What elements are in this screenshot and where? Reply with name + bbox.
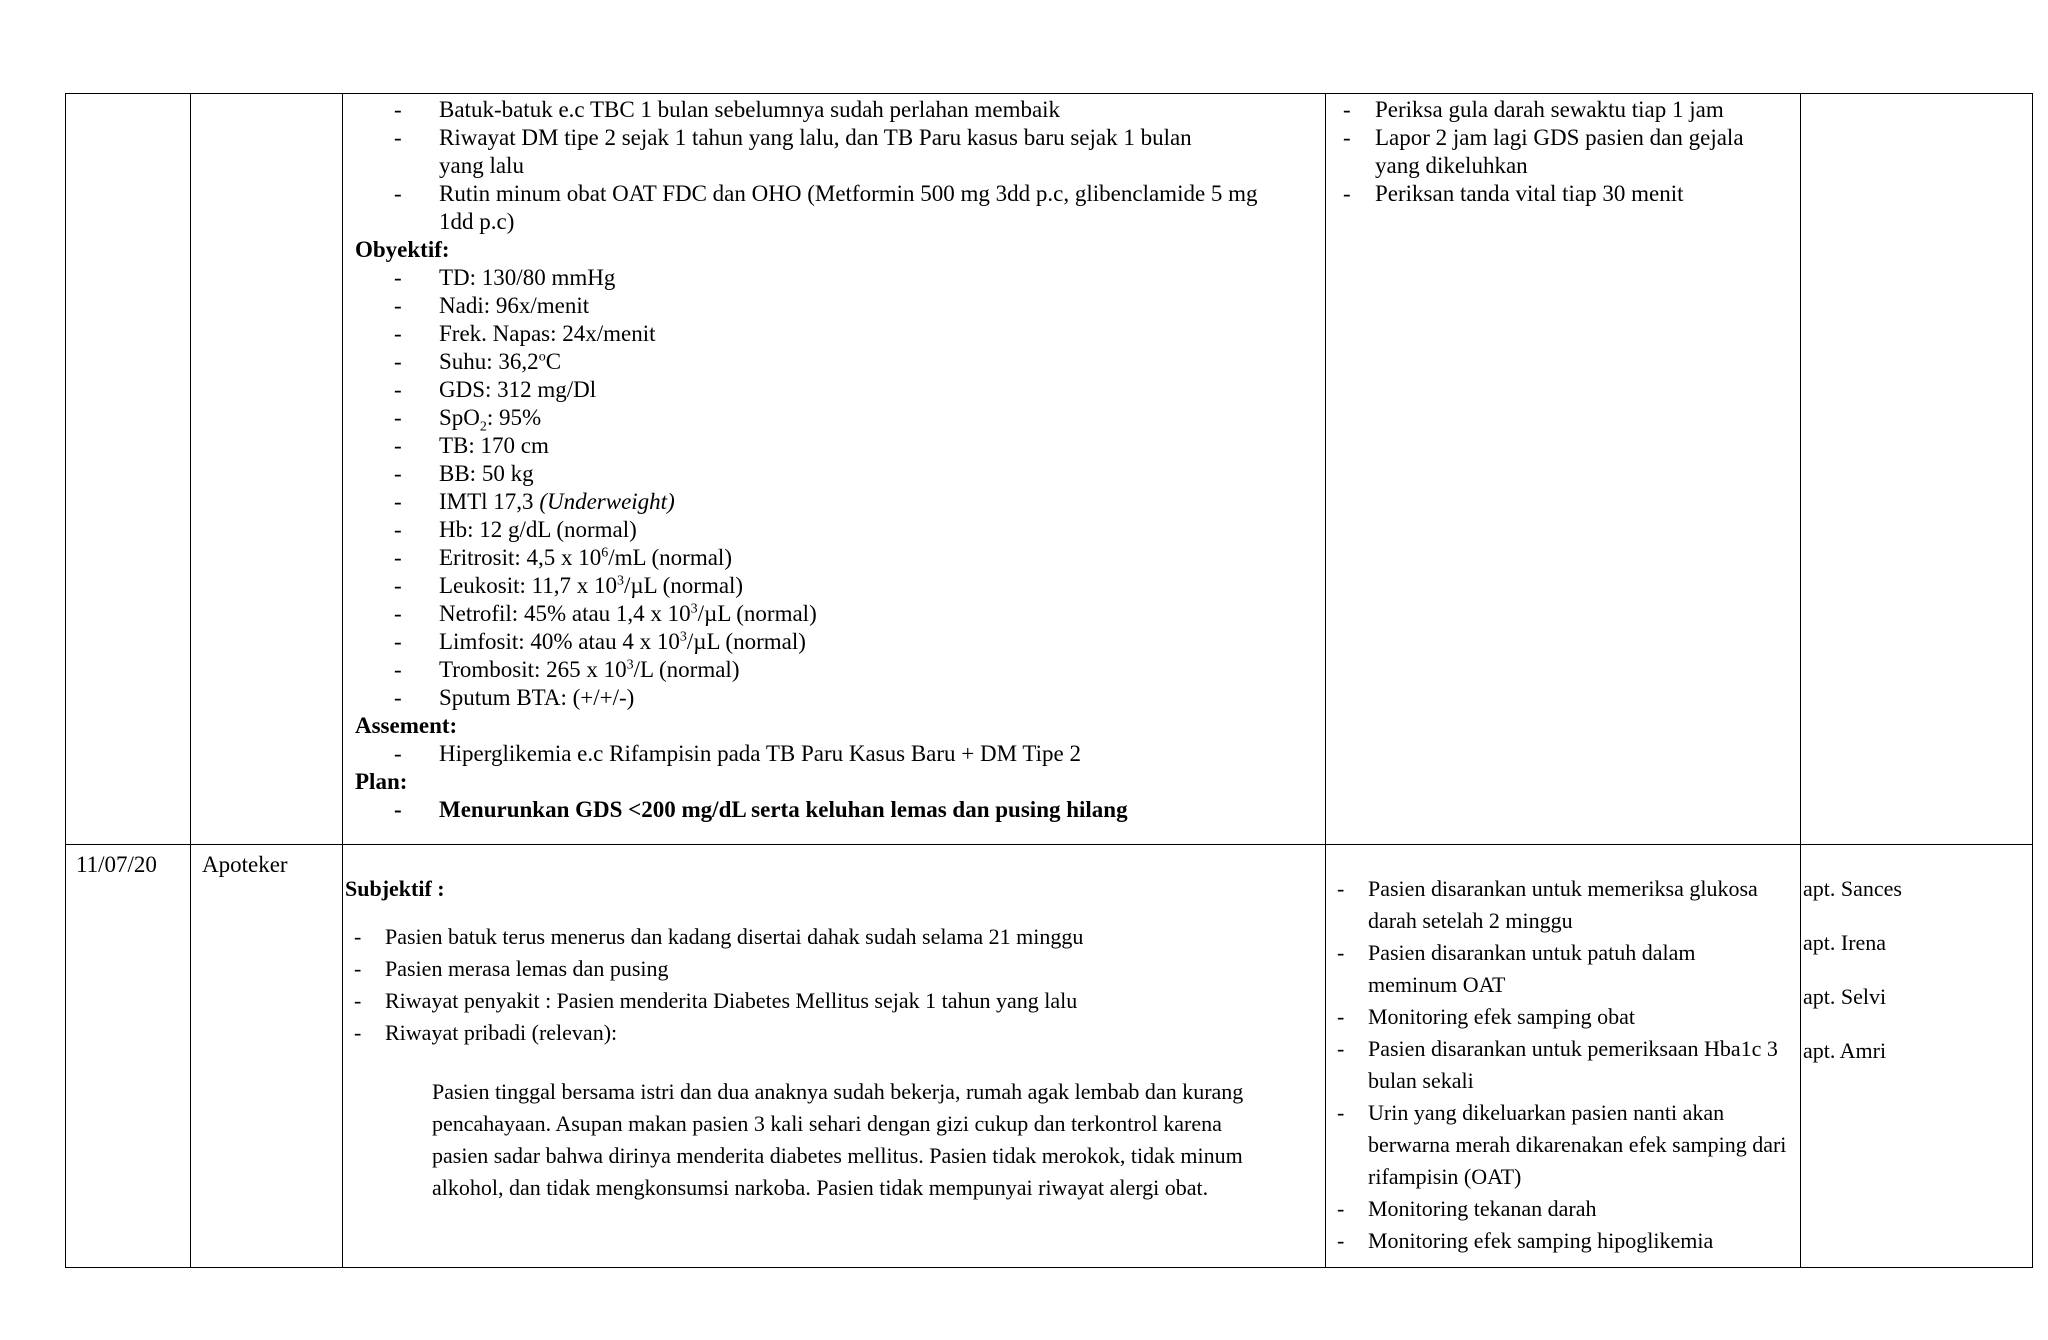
list-item-text: BB: 50 kg [439, 461, 534, 486]
dash: - [1337, 1228, 1345, 1253]
list-item [343, 516, 1325, 544]
list-item-text: Periksan tanda vital tiap 30 menit [1375, 181, 1684, 206]
list-item-text: Urin yang dikeluarkan pasien nanti akan berwarna merah dikarenakan efek samping dari rifampisin (OAT) [1368, 1100, 1787, 1189]
dash: - [1337, 1004, 1345, 1029]
list-item-text: Suhu: 36,2 [439, 349, 539, 374]
list-item [343, 628, 1325, 656]
list-item-text: Nadi: 96x/menit [439, 293, 590, 318]
list-item [1326, 937, 1788, 1001]
list-item-text: C [545, 349, 562, 374]
subscript: 2 [479, 419, 487, 435]
dash: - [394, 433, 402, 458]
list-item-text: Menurunkan GDS <200 mg/dL serta keluhan lemas dan pusing hilang [439, 797, 1128, 822]
list-item-text: Riwayat DM tipe 2 sejak 1 tahun yang lalu, dan TB Paru kasus baru sejak 1 bulan yang lalu [439, 125, 1192, 178]
dash: - [394, 629, 402, 654]
list-item-text: Trombosit: 265 x 10 [439, 657, 627, 682]
soap-table [65, 93, 2033, 1268]
list-item-text: Monitoring tekanan darah [1368, 1196, 1597, 1221]
list-item-text: Hiperglikemia e.c Rifampisin pada TB Paru Kasus Baru + DM Tipe 2 [439, 741, 1082, 766]
list-item [343, 404, 1325, 435]
list-item-text: Limfosit: 40% atau 4 x 10 [439, 629, 680, 654]
list-item-text: /µL (normal) [697, 601, 817, 626]
list-item [343, 656, 1325, 684]
dash: - [354, 924, 362, 949]
dash: - [394, 97, 402, 122]
list-item [343, 544, 1325, 572]
dash: - [394, 601, 402, 626]
dash: - [354, 956, 362, 981]
objective-heading: Obyektif: [355, 237, 450, 262]
dash: - [394, 321, 402, 346]
pharmacist-name: apt. Sances [1803, 876, 1902, 901]
dash: - [394, 685, 402, 710]
dash: - [394, 573, 402, 598]
list-item-text: Leukosit: 11,7 x 10 [439, 573, 618, 598]
dash: - [1337, 1100, 1345, 1125]
dash: - [394, 797, 402, 822]
list-item-text: Hb: 12 g/dL (normal) [439, 517, 637, 542]
list-item [343, 96, 1325, 124]
superscript: 3 [626, 657, 634, 673]
list-item-text: : 95% [486, 405, 542, 430]
list-item-text: Pasien merasa lemas dan pusing [385, 956, 669, 981]
list-item [343, 376, 1325, 404]
list-item-text: /µL (normal) [624, 573, 744, 598]
list-item-text: Lapor 2 jam lagi GDS pasien dan gejala yang dikeluhkan [1375, 125, 1744, 178]
assesment-heading: Assement: [355, 713, 458, 738]
list-item-text: Monitoring efek samping obat [1368, 1004, 1636, 1029]
dash: - [394, 293, 402, 318]
list-item-text: Periksa gula darah sewaktu tiap 1 jam [1375, 97, 1724, 122]
date-text: 11/07/20 [76, 852, 157, 877]
list-item [343, 348, 1325, 376]
list-item [343, 953, 1325, 985]
role-cell [191, 94, 343, 845]
list-item [343, 320, 1325, 348]
dash: - [394, 741, 402, 766]
list-item [1326, 124, 1785, 180]
dash: - [1343, 125, 1351, 150]
list-item [343, 460, 1325, 488]
soap-cell [343, 845, 1326, 1268]
dash: - [1337, 876, 1345, 901]
pharmacist-name: apt. Amri [1803, 1038, 1887, 1063]
signature-cell [1801, 845, 2033, 1268]
list-item-text: /L (normal) [633, 657, 740, 682]
plan-heading: Plan: [355, 769, 408, 794]
list-item-text: TB: 170 cm [439, 433, 549, 458]
list-item [343, 796, 1325, 824]
dash: - [1343, 97, 1351, 122]
dash: - [394, 657, 402, 682]
list-item-italic: (Underweight) [539, 489, 675, 514]
list-item-text: Riwayat penyakit : Pasien menderita Diabetes Mellitus sejak 1 tahun yang lalu [385, 988, 1078, 1013]
list-item-text: Netrofil: 45% atau 1,4 x 10 [439, 601, 691, 626]
dash: - [394, 125, 402, 150]
dash: - [394, 377, 402, 402]
dash: - [1337, 1196, 1345, 1221]
list-item [1326, 1097, 1788, 1193]
list-item-text: GDS: 312 mg/Dl [439, 377, 597, 402]
dash: - [354, 1020, 362, 1045]
list-item [1326, 1225, 1788, 1257]
list-item [343, 292, 1325, 320]
dash: - [1337, 940, 1345, 965]
dash: - [1337, 1036, 1345, 1061]
list-item [343, 432, 1325, 460]
dash: - [394, 545, 402, 570]
list-item [1326, 180, 1785, 208]
superscript: 3 [679, 629, 687, 645]
list-item [1326, 96, 1785, 124]
signature-cell [1801, 94, 2033, 845]
list-item [343, 684, 1325, 712]
list-item [343, 124, 1239, 180]
list-item-text: SpO [439, 405, 480, 430]
pharmacist-name: apt. Selvi [1803, 984, 1887, 1009]
list-item-text: Riwayat pribadi (relevan): [385, 1020, 618, 1045]
list-item [1326, 1001, 1788, 1033]
list-item-text: Pasien batuk terus menerus dan kadang disertai dahak sudah selama 21 minggu [385, 924, 1084, 949]
pharmacist-name: apt. Irena [1803, 930, 1887, 955]
list-item-text: Rutin minum obat OAT FDC dan OHO (Metformin 500 mg 3dd p.c, glibenclamide 5 mg 1dd p.c) [439, 181, 1258, 234]
list-item [343, 600, 1325, 628]
dash: - [394, 181, 402, 206]
list-item [343, 985, 1325, 1017]
list-item [343, 740, 1325, 768]
objective-list [343, 264, 1325, 712]
list-item [343, 488, 1325, 516]
list-item [1326, 1033, 1788, 1097]
list-item [343, 264, 1325, 292]
list-item [1326, 1193, 1788, 1225]
superscript: 6 [601, 545, 609, 561]
dash: - [394, 405, 402, 430]
list-item-text: Pasien disarankan untuk memeriksa glukosa darah setelah 2 minggu [1368, 876, 1758, 933]
action-cell [1326, 94, 1801, 845]
dash: - [394, 489, 402, 514]
list-item-text: Pasien disarankan untuk pemeriksaan Hba1c 3 bulan sekali [1368, 1036, 1778, 1093]
list-item-text: /µL (normal) [686, 629, 806, 654]
dash: - [1343, 181, 1351, 206]
list-item [343, 180, 1269, 236]
subjective-heading: Subjektif : [345, 876, 445, 901]
list-item-text: Batuk-batuk e.c TBC 1 bulan sebelumnya sudah perlahan membaik [439, 97, 1061, 122]
date-cell [66, 845, 191, 1268]
list-item [343, 572, 1325, 600]
dash: - [394, 461, 402, 486]
list-item-text: /mL (normal) [608, 545, 732, 570]
role-cell [191, 845, 343, 1268]
list-item-text: Eritrosit: 4,5 x 10 [439, 545, 602, 570]
superscript: 3 [617, 573, 625, 589]
list-item-text: Sputum BTA: (+/+/-) [439, 685, 635, 710]
dash: - [394, 517, 402, 542]
list-item-text: Monitoring efek samping hipoglikemia [1368, 1228, 1714, 1253]
list-item-text: Pasien disarankan untuk patuh dalam meminum OAT [1368, 940, 1696, 997]
personal-history-paragraph: Pasien tinggal bersama istri dan dua anaknya sudah bekerja, rumah agak lembab dan kurang pencahayaan. Asupan makan pasien 3 kali sehari dengan gizi cukup dan terkontrol karena pasien sadar bahwa dirinya menderita diabetes mellitus. Pasien tidak merokok, tidak minum alkohol, dan tidak mengkonsumsi narkoba. Pasien tidak mempunyai riwayat alergi obat. [432, 1079, 1244, 1200]
list-item [343, 921, 1325, 953]
dash: - [394, 349, 402, 374]
role-text: Apoteker [202, 852, 288, 877]
superscript: 3 [690, 601, 698, 617]
date-cell [66, 94, 191, 845]
table-row [66, 94, 2033, 845]
list-item [1326, 873, 1788, 937]
list-item-text: TD: 130/80 mmHg [439, 265, 616, 290]
superscript: o [538, 349, 546, 365]
table-row [66, 845, 2033, 1268]
dash: - [354, 988, 362, 1013]
list-item-text: Frek. Napas: 24x/menit [439, 321, 656, 346]
list-item [343, 1017, 1325, 1049]
soap-cell [343, 94, 1326, 845]
list-item-text: IMTl 17,3 [439, 489, 540, 514]
dash: - [394, 265, 402, 290]
recommendation-cell [1326, 845, 1801, 1268]
